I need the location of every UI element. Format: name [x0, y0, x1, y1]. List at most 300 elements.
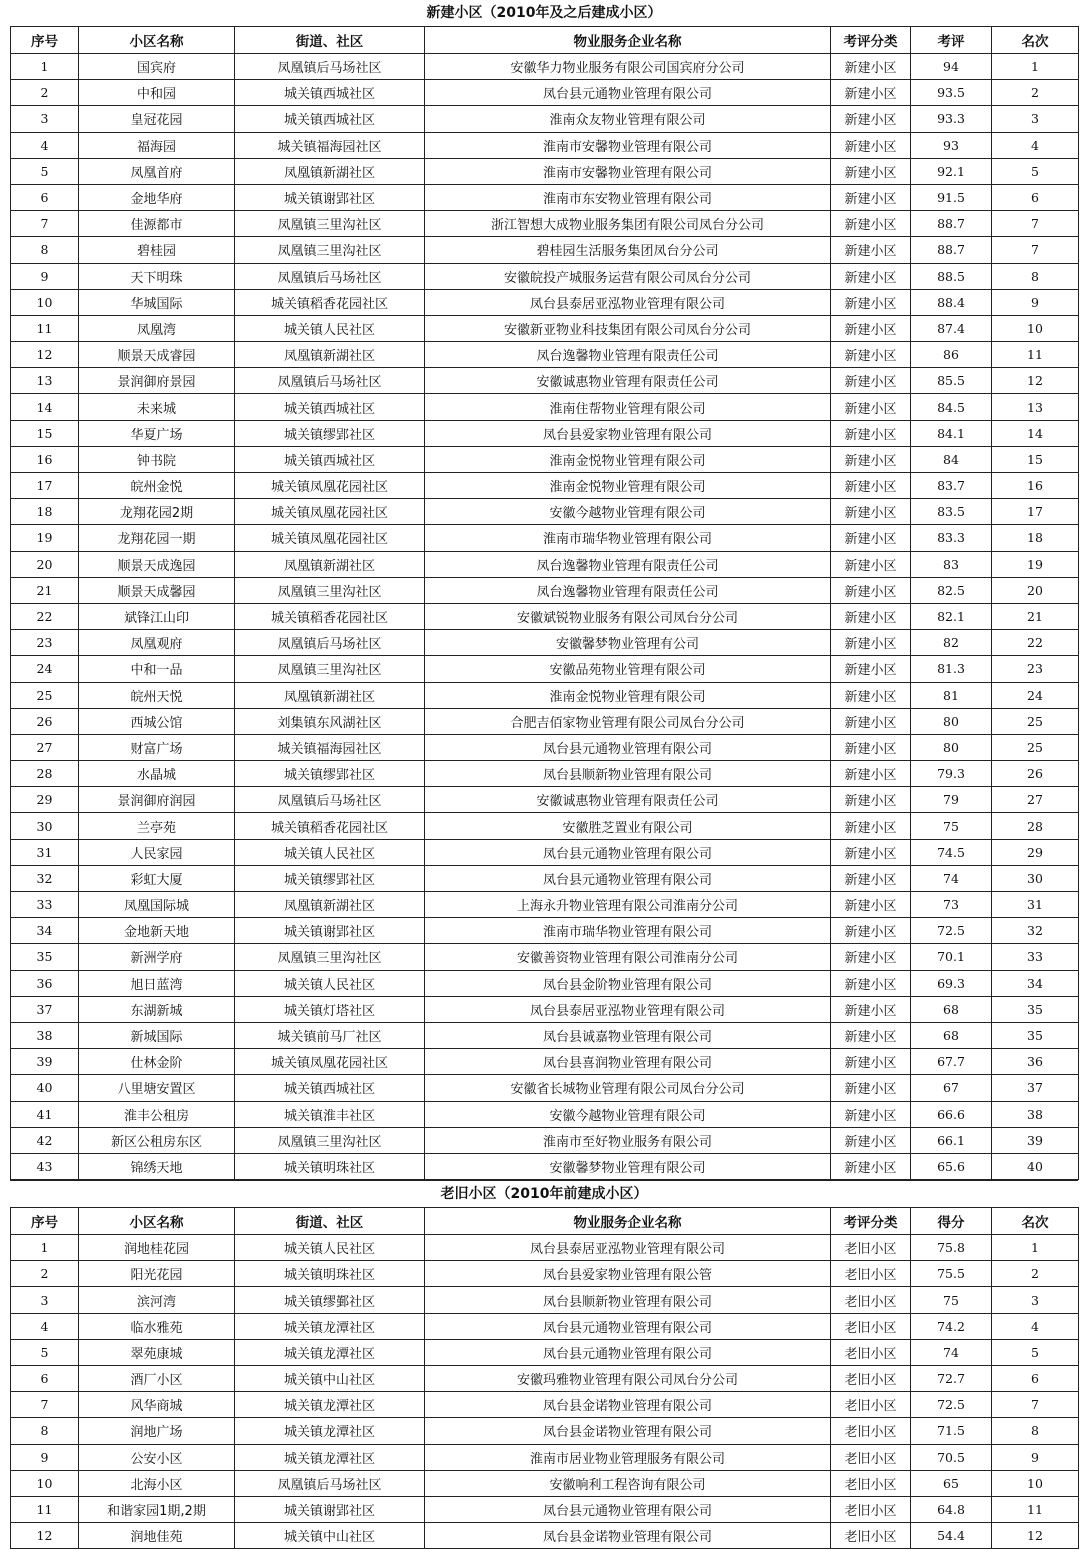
- cell-street: 城关镇西城社区: [235, 1075, 425, 1101]
- cell-community: 皖州金悦: [79, 473, 235, 499]
- table-row: [11, 708, 1079, 734]
- cell-index: 26: [11, 708, 79, 734]
- cell-category: 新建小区: [831, 342, 911, 368]
- cell-company: 安徽皖投产城服务运营有限公司凤台分公司: [425, 263, 831, 289]
- cell-score: 93: [911, 132, 992, 158]
- cell-company: 安徽今越物业管理有限公司: [425, 499, 831, 525]
- cell-community: 东湖新城: [79, 996, 235, 1022]
- col-header-street: 街道、社区: [235, 1208, 425, 1235]
- cell-rank: 7: [992, 237, 1079, 263]
- cell-score: 71.5: [911, 1418, 992, 1444]
- cell-category: 新建小区: [831, 996, 911, 1022]
- cell-company: 安徽诚惠物业管理有限责任公司: [425, 368, 831, 394]
- cell-index: 41: [11, 1101, 79, 1127]
- cell-street: 城关镇凤凰花园社区: [235, 473, 425, 499]
- cell-index: 5: [11, 158, 79, 184]
- cell-score: 81: [911, 682, 992, 708]
- cell-index: 2: [11, 80, 79, 106]
- cell-index: 16: [11, 446, 79, 472]
- cell-community: 水晶城: [79, 761, 235, 787]
- cell-community: 和谐家园1期,2期: [79, 1496, 235, 1522]
- col-header-category: 考评分类: [831, 1208, 911, 1235]
- table-row: [11, 1496, 1079, 1522]
- cell-index: 5: [11, 1339, 79, 1365]
- cell-company: 淮南市安馨物业管理有限公司: [425, 132, 831, 158]
- cell-score: 68: [911, 1022, 992, 1048]
- col-header-company: 物业服务企业名称: [425, 1208, 831, 1235]
- table-row: [11, 996, 1079, 1022]
- cell-company: 凤台县元通物业管理有限公司: [425, 734, 831, 760]
- cell-community: 佳源都市: [79, 211, 235, 237]
- cell-score: 75.8: [911, 1235, 992, 1261]
- table-row: [11, 420, 1079, 446]
- cell-community: 临水雅苑: [79, 1313, 235, 1339]
- table-row: [11, 184, 1079, 210]
- cell-community: 润地广场: [79, 1418, 235, 1444]
- cell-score: 75: [911, 813, 992, 839]
- table-row: [11, 892, 1079, 918]
- cell-category: 新建小区: [831, 708, 911, 734]
- cell-community: 天下明珠: [79, 263, 235, 289]
- cell-score: 88.7: [911, 237, 992, 263]
- cell-index: 21: [11, 577, 79, 603]
- cell-rank: 35: [992, 996, 1079, 1022]
- cell-street: 凤凰镇新湖社区: [235, 551, 425, 577]
- cell-index: 37: [11, 996, 79, 1022]
- cell-rank: 24: [992, 682, 1079, 708]
- table-row: [11, 1392, 1079, 1418]
- cell-company: 浙江智想大成物业服务集团有限公司凤台分公司: [425, 211, 831, 237]
- cell-score: 65.6: [911, 1153, 992, 1179]
- cell-category: 新建小区: [831, 839, 911, 865]
- table-row: [11, 132, 1079, 158]
- cell-index: 35: [11, 944, 79, 970]
- cell-company: 淮南金悦物业管理有限公司: [425, 682, 831, 708]
- cell-street: 城关镇龙潭社区: [235, 1444, 425, 1470]
- cell-street: 城关镇缪郢社区: [235, 420, 425, 446]
- cell-rank: 37: [992, 1075, 1079, 1101]
- cell-index: 8: [11, 1418, 79, 1444]
- table-row: [11, 1153, 1079, 1179]
- cell-street: 城关镇稻香花园社区: [235, 813, 425, 839]
- cell-score: 82: [911, 630, 992, 656]
- cell-score: 73: [911, 892, 992, 918]
- cell-category: 老旧小区: [831, 1261, 911, 1287]
- cell-score: 65: [911, 1470, 992, 1496]
- cell-score: 79.3: [911, 761, 992, 787]
- cell-rank: 8: [992, 263, 1079, 289]
- cell-score: 93.3: [911, 106, 992, 132]
- table-header: [11, 1208, 1079, 1235]
- cell-community: 人民家园: [79, 839, 235, 865]
- cell-rank: 18: [992, 525, 1079, 551]
- cell-score: 74: [911, 865, 992, 891]
- cell-index: 24: [11, 656, 79, 682]
- table-row: [11, 446, 1079, 472]
- cell-index: 22: [11, 603, 79, 629]
- cell-index: 12: [11, 1523, 79, 1549]
- cell-community: 旭日蓝湾: [79, 970, 235, 996]
- cell-company: 淮南市至好物业服务有限公司: [425, 1127, 831, 1153]
- cell-street: 城关镇福海园社区: [235, 734, 425, 760]
- cell-street: 城关镇龙潭社区: [235, 1418, 425, 1444]
- cell-company: 安徽新亚物业科技集团有限公司凤台分公司: [425, 315, 831, 341]
- cell-category: 新建小区: [831, 80, 911, 106]
- cell-community: 润地桂花园: [79, 1235, 235, 1261]
- cell-index: 34: [11, 918, 79, 944]
- cell-community: 龙翔花园2期: [79, 499, 235, 525]
- cell-score: 67.7: [911, 1049, 992, 1075]
- cell-company: 凤台县金阶物业管理有限公司: [425, 970, 831, 996]
- cell-score: 86: [911, 342, 992, 368]
- cell-index: 19: [11, 525, 79, 551]
- col-header-community: 小区名称: [79, 27, 235, 54]
- cell-category: 新建小区: [831, 184, 911, 210]
- cell-score: 83.3: [911, 525, 992, 551]
- cell-score: 68: [911, 996, 992, 1022]
- cell-category: 新建小区: [831, 54, 911, 80]
- table-row: [11, 1261, 1079, 1287]
- cell-rank: 35: [992, 1022, 1079, 1048]
- cell-rank: 9: [992, 1444, 1079, 1470]
- col-header-category: 考评分类: [831, 27, 911, 54]
- table-row: [11, 1022, 1079, 1048]
- cell-company: 凤台县元通物业管理有限公司: [425, 839, 831, 865]
- cell-company: 凤台县元通物业管理有限公司: [425, 1496, 831, 1522]
- cell-street: 凤凰镇三里沟社区: [235, 237, 425, 263]
- cell-street: 城关镇淮丰社区: [235, 1101, 425, 1127]
- cell-street: 凤凰镇后马场社区: [235, 787, 425, 813]
- table-row: [11, 342, 1079, 368]
- table-row: [11, 158, 1079, 184]
- old-community-section: [10, 1180, 1078, 1549]
- table-row: [11, 551, 1079, 577]
- cell-community: 八里塘安置区: [79, 1075, 235, 1101]
- cell-rank: 11: [992, 1496, 1079, 1522]
- cell-score: 84.5: [911, 394, 992, 420]
- cell-index: 23: [11, 630, 79, 656]
- cell-company: 凤台逸馨物业管理有限责任公司: [425, 551, 831, 577]
- cell-score: 75: [911, 1287, 992, 1313]
- cell-index: 1: [11, 54, 79, 80]
- cell-street: 城关镇凤凰花园社区: [235, 499, 425, 525]
- cell-community: 皇冠花园: [79, 106, 235, 132]
- cell-score: 81.3: [911, 656, 992, 682]
- cell-street: 城关镇西城社区: [235, 446, 425, 472]
- cell-community: 金地新天地: [79, 918, 235, 944]
- cell-street: 城关镇稻香花园社区: [235, 603, 425, 629]
- cell-score: 88.7: [911, 211, 992, 237]
- cell-category: 新建小区: [831, 1101, 911, 1127]
- table-row: [11, 1418, 1079, 1444]
- cell-index: 17: [11, 473, 79, 499]
- cell-index: 13: [11, 368, 79, 394]
- cell-community: 顺景天成逸园: [79, 551, 235, 577]
- cell-street: 城关镇前马厂社区: [235, 1022, 425, 1048]
- table-row: [11, 603, 1079, 629]
- cell-street: 凤凰镇新湖社区: [235, 892, 425, 918]
- cell-street: 凤凰镇后马场社区: [235, 630, 425, 656]
- cell-index: 6: [11, 1366, 79, 1392]
- cell-street: 凤凰镇后马场社区: [235, 368, 425, 394]
- cell-rank: 31: [992, 892, 1079, 918]
- cell-street: 城关镇人民社区: [235, 315, 425, 341]
- cell-community: 仕林金阶: [79, 1049, 235, 1075]
- cell-rank: 12: [992, 1523, 1079, 1549]
- table-row: [11, 1287, 1079, 1313]
- cell-street: 凤凰镇三里沟社区: [235, 656, 425, 682]
- cell-index: 29: [11, 787, 79, 813]
- cell-category: 新建小区: [831, 813, 911, 839]
- cell-company: 合肥吉佰家物业管理有限公司凤台分公司: [425, 708, 831, 734]
- cell-street: 城关镇谢郢社区: [235, 184, 425, 210]
- cell-street: 凤凰镇新湖社区: [235, 158, 425, 184]
- cell-score: 93.5: [911, 80, 992, 106]
- cell-rank: 5: [992, 1339, 1079, 1365]
- cell-community: 翠苑康城: [79, 1339, 235, 1365]
- cell-community: 阳光花园: [79, 1261, 235, 1287]
- cell-index: 36: [11, 970, 79, 996]
- cell-category: 老旧小区: [831, 1444, 911, 1470]
- cell-company: 凤台县顺新物业管理有限公司: [425, 1287, 831, 1313]
- cell-rank: 32: [992, 918, 1079, 944]
- cell-community: 中和园: [79, 80, 235, 106]
- cell-company: 淮南市安馨物业管理有限公司: [425, 158, 831, 184]
- cell-index: 25: [11, 682, 79, 708]
- cell-index: 15: [11, 420, 79, 446]
- cell-company: 凤台县爱家物业管理有限公管: [425, 1261, 831, 1287]
- table-row: [11, 761, 1079, 787]
- cell-company: 淮南市瑞华物业管理有限公司: [425, 918, 831, 944]
- table-row: [11, 80, 1079, 106]
- cell-rank: 11: [992, 342, 1079, 368]
- cell-street: 城关镇龙潭社区: [235, 1313, 425, 1339]
- table-row: [11, 1470, 1079, 1496]
- cell-street: 城关镇谢郢社区: [235, 1496, 425, 1522]
- table-row: [11, 970, 1079, 996]
- cell-company: 凤台县元通物业管理有限公司: [425, 80, 831, 106]
- col-header-score: 得分: [911, 1208, 992, 1235]
- table-row: [11, 1049, 1079, 1075]
- cell-index: 6: [11, 184, 79, 210]
- cell-street: 城关镇中山社区: [235, 1523, 425, 1549]
- cell-street: 城关镇人民社区: [235, 839, 425, 865]
- cell-company: 上海永升物业管理有限公司淮南分公司: [425, 892, 831, 918]
- cell-company: 凤台县金诺物业管理有限公司: [425, 1418, 831, 1444]
- cell-rank: 7: [992, 211, 1079, 237]
- cell-rank: 21: [992, 603, 1079, 629]
- cell-index: 42: [11, 1127, 79, 1153]
- cell-street: 凤凰镇新湖社区: [235, 682, 425, 708]
- cell-community: 顺景天成馨园: [79, 577, 235, 603]
- cell-company: 凤台县爱家物业管理有限公司: [425, 420, 831, 446]
- cell-street: 凤凰镇三里沟社区: [235, 1127, 425, 1153]
- cell-rank: 14: [992, 420, 1079, 446]
- cell-index: 20: [11, 551, 79, 577]
- cell-company: 淮南市东安物业管理有限公司: [425, 184, 831, 210]
- cell-index: 2: [11, 1261, 79, 1287]
- cell-company: 淮南市居业物业管理服务有限公司: [425, 1444, 831, 1470]
- table-row: [11, 525, 1079, 551]
- cell-community: 凤凰国际城: [79, 892, 235, 918]
- cell-company: 凤台县元通物业管理有限公司: [425, 1339, 831, 1365]
- cell-rank: 30: [992, 865, 1079, 891]
- col-header-score: 考评: [911, 27, 992, 54]
- cell-company: 淮南众友物业管理有限公司: [425, 106, 831, 132]
- cell-rank: 17: [992, 499, 1079, 525]
- cell-category: 新建小区: [831, 394, 911, 420]
- cell-index: 11: [11, 1496, 79, 1522]
- cell-street: 凤凰镇三里沟社区: [235, 944, 425, 970]
- cell-community: 北海小区: [79, 1470, 235, 1496]
- cell-category: 新建小区: [831, 944, 911, 970]
- cell-rank: 2: [992, 1261, 1079, 1287]
- cell-community: 斌锋江山印: [79, 603, 235, 629]
- cell-category: 老旧小区: [831, 1418, 911, 1444]
- cell-community: 华夏广场: [79, 420, 235, 446]
- cell-rank: 13: [992, 394, 1079, 420]
- cell-rank: 3: [992, 106, 1079, 132]
- cell-index: 4: [11, 132, 79, 158]
- table-row: [11, 289, 1079, 315]
- cell-category: 老旧小区: [831, 1313, 911, 1339]
- cell-community: 华城国际: [79, 289, 235, 315]
- col-header-rank: 名次: [992, 27, 1079, 54]
- cell-score: 92.1: [911, 158, 992, 184]
- cell-rank: 10: [992, 1470, 1079, 1496]
- cell-street: 凤凰镇后马场社区: [235, 263, 425, 289]
- cell-rank: 1: [992, 1235, 1079, 1261]
- cell-category: 新建小区: [831, 892, 911, 918]
- cell-category: 新建小区: [831, 263, 911, 289]
- cell-score: 54.4: [911, 1523, 992, 1549]
- cell-street: 城关镇谢郢社区: [235, 918, 425, 944]
- cell-index: 32: [11, 865, 79, 891]
- table-row: [11, 656, 1079, 682]
- cell-community: 淮丰公租房: [79, 1101, 235, 1127]
- cell-company: 安徽玛雅物业管理有限公司凤台分公司: [425, 1366, 831, 1392]
- cell-score: 82.5: [911, 577, 992, 603]
- cell-company: 淮南金悦物业管理有限公司: [425, 446, 831, 472]
- cell-rank: 4: [992, 132, 1079, 158]
- cell-index: 28: [11, 761, 79, 787]
- cell-rank: 22: [992, 630, 1079, 656]
- cell-company: 安徽胜芝置业有限公司: [425, 813, 831, 839]
- cell-category: 新建小区: [831, 682, 911, 708]
- cell-category: 新建小区: [831, 106, 911, 132]
- cell-score: 75.5: [911, 1261, 992, 1287]
- cell-category: 新建小区: [831, 158, 911, 184]
- cell-score: 70.5: [911, 1444, 992, 1470]
- cell-rank: 9: [992, 289, 1079, 315]
- cell-community: 钟书院: [79, 446, 235, 472]
- cell-index: 9: [11, 263, 79, 289]
- table-row: [11, 394, 1079, 420]
- table-row: [11, 1101, 1079, 1127]
- cell-street: 凤凰镇后马场社区: [235, 54, 425, 80]
- cell-company: 淮南住帮物业管理有限公司: [425, 394, 831, 420]
- cell-community: 中和一品: [79, 656, 235, 682]
- cell-rank: 16: [992, 473, 1079, 499]
- cell-community: 润地佳苑: [79, 1523, 235, 1549]
- cell-index: 30: [11, 813, 79, 839]
- cell-index: 7: [11, 1392, 79, 1418]
- cell-index: 4: [11, 1313, 79, 1339]
- cell-street: 城关镇缪郢社区: [235, 761, 425, 787]
- cell-category: 新建小区: [831, 473, 911, 499]
- table-header: [11, 27, 1079, 54]
- cell-score: 80: [911, 734, 992, 760]
- cell-category: 新建小区: [831, 289, 911, 315]
- cell-index: 9: [11, 1444, 79, 1470]
- cell-index: 3: [11, 1287, 79, 1313]
- cell-rank: 3: [992, 1287, 1079, 1313]
- cell-category: 新建小区: [831, 420, 911, 446]
- new-table-body: [11, 54, 1079, 1180]
- cell-category: 新建小区: [831, 446, 911, 472]
- cell-category: 老旧小区: [831, 1496, 911, 1522]
- cell-category: 新建小区: [831, 551, 911, 577]
- cell-index: 12: [11, 342, 79, 368]
- cell-community: 彩虹大厦: [79, 865, 235, 891]
- cell-street: 凤凰镇后马场社区: [235, 1470, 425, 1496]
- cell-rank: 12: [992, 368, 1079, 394]
- table-row: [11, 1523, 1079, 1549]
- cell-community: 凤凰湾: [79, 315, 235, 341]
- cell-score: 66.6: [911, 1101, 992, 1127]
- table-row: [11, 237, 1079, 263]
- cell-street: 刘集镇东风湖社区: [235, 708, 425, 734]
- cell-street: 凤凰镇新湖社区: [235, 342, 425, 368]
- table-row: [11, 1127, 1079, 1153]
- cell-company: 凤台县金诺物业管理有限公司: [425, 1523, 831, 1549]
- cell-street: 城关镇凤凰花园社区: [235, 525, 425, 551]
- col-header-company: 物业服务企业名称: [425, 27, 831, 54]
- cell-score: 74.5: [911, 839, 992, 865]
- cell-category: 新建小区: [831, 734, 911, 760]
- cell-category: 新建小区: [831, 368, 911, 394]
- old-section-title: 老旧小区（2010年前建成小区）: [10, 1180, 1078, 1207]
- cell-community: 景润御府润园: [79, 787, 235, 813]
- table-row: [11, 787, 1079, 813]
- cell-community: 公安小区: [79, 1444, 235, 1470]
- col-header-community: 小区名称: [79, 1208, 235, 1235]
- cell-company: 安徽省长城物业管理有限公司凤台分公司: [425, 1075, 831, 1101]
- cell-community: 风华商城: [79, 1392, 235, 1418]
- cell-company: 凤台县顺新物业管理有限公司: [425, 761, 831, 787]
- cell-index: 10: [11, 1470, 79, 1496]
- cell-rank: 15: [992, 446, 1079, 472]
- cell-community: 未来城: [79, 394, 235, 420]
- cell-category: 老旧小区: [831, 1339, 911, 1365]
- cell-index: 8: [11, 237, 79, 263]
- old-table-body: [11, 1235, 1079, 1549]
- cell-index: 11: [11, 315, 79, 341]
- cell-community: 新城国际: [79, 1022, 235, 1048]
- cell-score: 85.5: [911, 368, 992, 394]
- cell-community: 景润御府景园: [79, 368, 235, 394]
- cell-index: 38: [11, 1022, 79, 1048]
- cell-community: 兰亭苑: [79, 813, 235, 839]
- cell-community: 金地华府: [79, 184, 235, 210]
- cell-category: 新建小区: [831, 1049, 911, 1075]
- table-row: [11, 682, 1079, 708]
- cell-score: 94: [911, 54, 992, 80]
- cell-score: 84: [911, 446, 992, 472]
- cell-index: 40: [11, 1075, 79, 1101]
- cell-company: 安徽善资物业管理有限公司淮南分公司: [425, 944, 831, 970]
- cell-score: 91.5: [911, 184, 992, 210]
